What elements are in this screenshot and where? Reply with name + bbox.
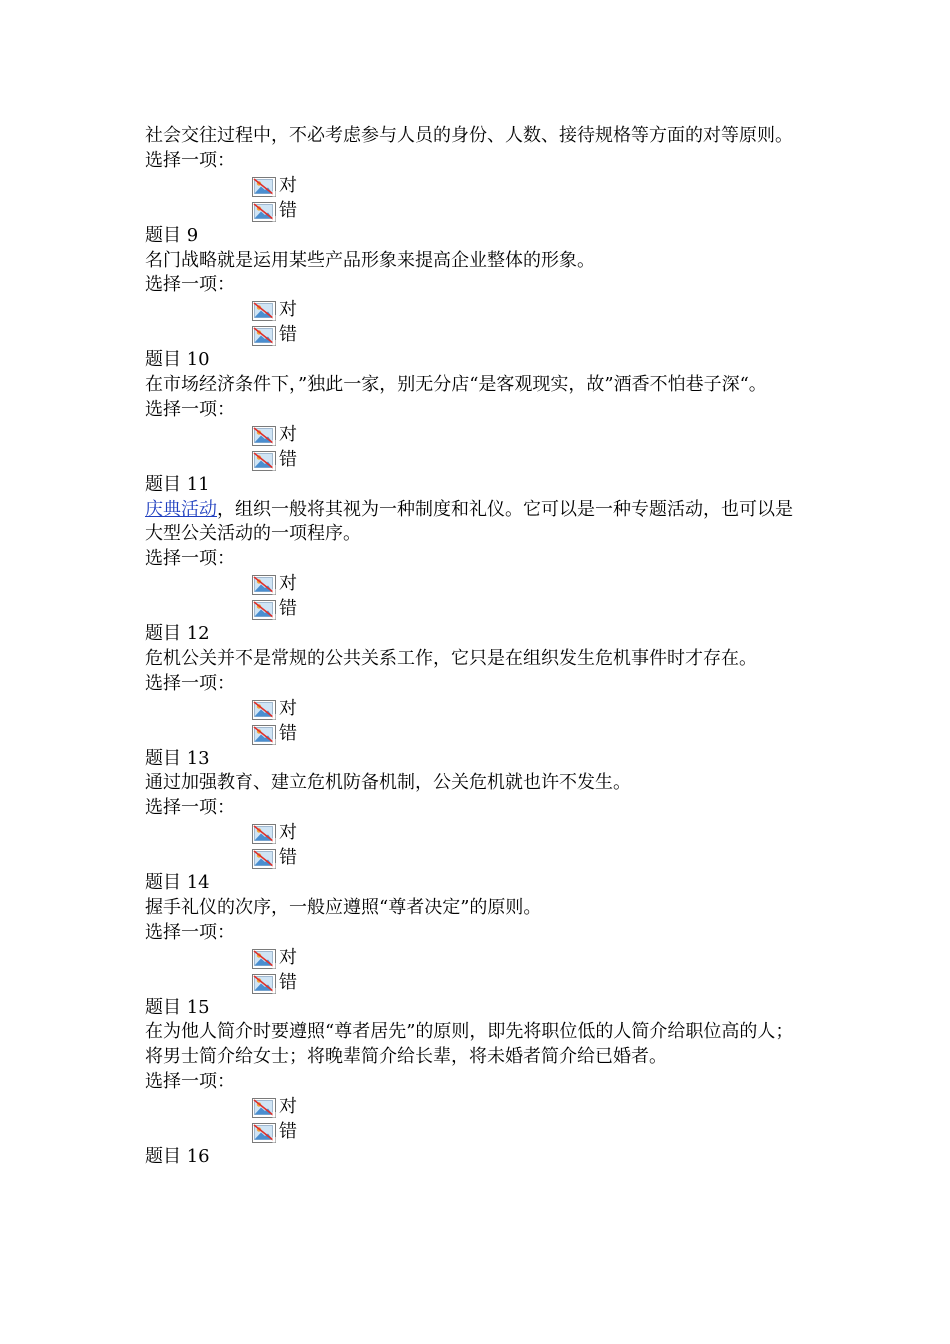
broken-image-icon[interactable] [252, 949, 276, 969]
broken-image-icon[interactable] [252, 326, 276, 346]
question-block [145, 473, 805, 622]
option-label: 对 [279, 697, 297, 719]
choose-one-prompt: 选择一项： [145, 274, 235, 296]
question-block [145, 348, 805, 473]
question-block [145, 224, 805, 349]
option-false[interactable] [145, 597, 805, 622]
option-false[interactable] [145, 971, 805, 996]
option-true[interactable] [145, 572, 805, 597]
broken-image-icon[interactable] [252, 1098, 276, 1118]
option-true[interactable] [145, 821, 805, 846]
option-true[interactable] [145, 298, 805, 323]
broken-image-icon[interactable] [252, 700, 276, 720]
option-false[interactable] [145, 448, 805, 473]
broken-image-icon[interactable] [252, 202, 276, 222]
broken-image-icon[interactable] [252, 426, 276, 446]
option-label: 对 [279, 299, 297, 321]
option-false[interactable] [145, 323, 805, 348]
question-block [145, 747, 805, 872]
option-label: 错 [279, 722, 297, 744]
question-block [145, 124, 805, 224]
choose-one-prompt: 选择一项： [145, 921, 235, 943]
question-text: 在市场经济条件下，”独此一家，别无分店“是客观现实，故”酒香不怕巷子深“。 [145, 374, 767, 395]
question-text: 名门战略就是运用某些产品形象来提高企业整体的形象。 [145, 249, 595, 271]
broken-image-icon[interactable] [252, 849, 276, 869]
broken-image-icon[interactable] [252, 301, 276, 321]
option-label: 错 [279, 199, 297, 221]
choose-one-prompt: 选择一项： [145, 548, 235, 570]
broken-image-icon[interactable] [252, 725, 276, 745]
option-label: 错 [279, 1121, 297, 1142]
broken-image-icon[interactable] [252, 824, 276, 844]
choose-one-prompt: 选择一项： [145, 398, 235, 420]
question-title: 题目 16 [145, 1145, 210, 1167]
option-true[interactable] [145, 423, 805, 448]
question-text: 社会交往过程中，不必考虑参与人员的身份、人数、接待规格等方面的对等原则。 [145, 125, 793, 146]
option-false[interactable] [145, 722, 805, 747]
question-text-rest: ，组织一般将其视为一种制度和礼仪。它可以是一种专题活动，也可以是大型公关活动的一项程序。 [145, 498, 793, 545]
option-true[interactable] [145, 174, 805, 199]
option-label: 对 [279, 423, 297, 445]
question-text: 握手礼仪的次序，一般应遵照“尊者决定”的原则。 [145, 896, 542, 918]
broken-image-icon[interactable] [252, 451, 276, 471]
option-label: 错 [279, 971, 297, 993]
option-label: 对 [279, 946, 297, 968]
broken-image-icon[interactable] [252, 177, 276, 197]
option-label: 对 [279, 822, 297, 844]
choose-one-prompt: 选择一项： [145, 149, 235, 171]
broken-image-icon[interactable] [252, 974, 276, 994]
quiz-content [145, 124, 805, 1170]
celebration-activity-link[interactable]: 庆典活动 [145, 498, 217, 520]
question-block [145, 996, 805, 1145]
question-text: 危机公关并不是常规的公共关系工作，它只是在组织发生危机事件时才存在。 [145, 647, 757, 669]
option-true[interactable] [145, 946, 805, 971]
question-text [145, 498, 805, 548]
broken-image-icon[interactable] [252, 600, 276, 620]
question-title: 题目 10 [145, 349, 210, 371]
option-label: 错 [279, 847, 297, 869]
choose-one-prompt: 选择一项： [145, 1071, 235, 1093]
question-title: 题目 14 [145, 872, 210, 893]
question-title: 题目 13 [145, 747, 210, 769]
option-false[interactable] [145, 199, 805, 224]
choose-one-prompt: 选择一项： [145, 797, 235, 819]
option-label: 对 [279, 1096, 297, 1118]
option-true[interactable] [145, 1095, 805, 1120]
option-label: 对 [279, 573, 297, 595]
option-false[interactable] [145, 846, 805, 871]
question-title: 题目 11 [145, 473, 210, 495]
question-title: 题目 12 [145, 623, 210, 644]
option-false[interactable] [145, 1120, 805, 1145]
broken-image-icon[interactable] [252, 575, 276, 595]
question-title: 题目 9 [145, 224, 199, 246]
question-text: 在为他人简介时要遵照“尊者居先”的原则，即先将职位低的人简介给职位高的人；将男士简介给女士；将晚辈简介给长辈，将未婚者简介给已婚者。 [145, 1021, 794, 1068]
question-block [145, 622, 805, 747]
option-label: 对 [279, 174, 297, 196]
question-title: 题目 15 [145, 996, 210, 1018]
option-label: 错 [279, 324, 297, 346]
question-text: 通过加强教育、建立危机防备机制，公关危机就也许不发生。 [145, 772, 631, 794]
broken-image-icon[interactable] [252, 1123, 276, 1143]
choose-one-prompt: 选择一项： [145, 672, 235, 694]
option-label: 错 [279, 448, 297, 470]
question-block [145, 871, 805, 996]
option-label: 错 [279, 598, 297, 620]
option-true[interactable] [145, 697, 805, 722]
